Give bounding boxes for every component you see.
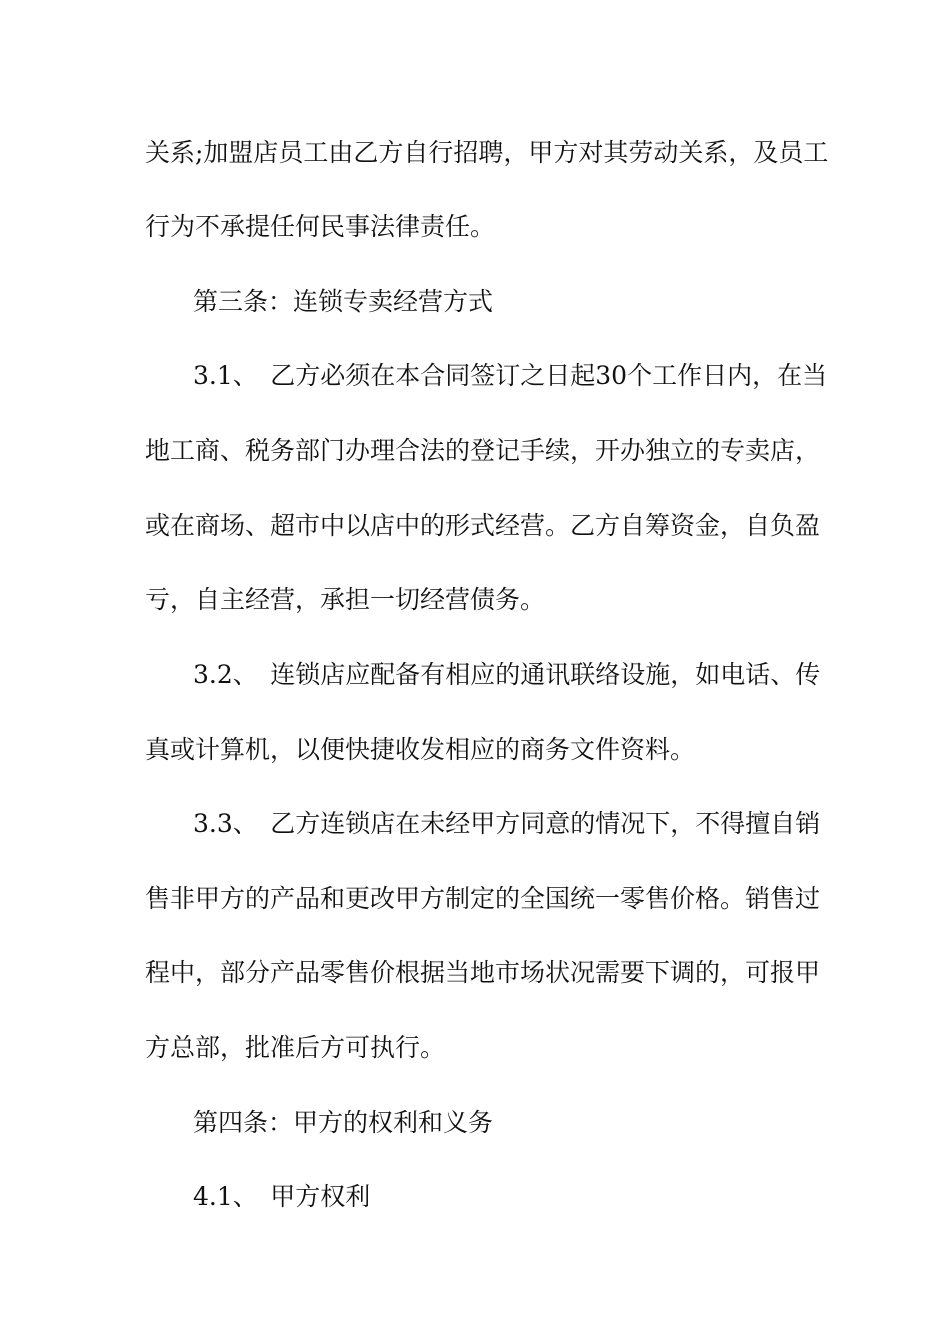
text-line: 或在商场、超市中以店中的形式经营。乙方自筹资金，自负盈 (145, 511, 821, 540)
text-line: 亏，自主经营，承担一切经营债务。 (145, 585, 546, 614)
text-line: 方总部，批准后方可执行。 (145, 1033, 446, 1062)
text-line: 关系;加盟店员工由乙方自行招聘，甲方对其劳动关系，及员工 (145, 138, 829, 167)
section-heading: 第三条：连锁专卖经营方式 (193, 287, 494, 316)
text-line: 真或计算机，以便快捷收发相应的商务文件资料。 (145, 735, 696, 764)
clause-line: 3.3、 乙方连锁店在未经甲方同意的情况下，不得擅自销 (193, 809, 821, 838)
text-line: 行为不承提任何民事法律责任。 (145, 212, 496, 241)
clause-line: 3.2、 连锁店应配备有相应的通讯联络设施，如电话、传 (193, 660, 821, 689)
clause-line: 4.1、 甲方权利 (193, 1182, 371, 1211)
section-heading: 第四条：甲方的权利和义务 (193, 1108, 494, 1137)
text-line: 程中，部分产品零售价根据当地市场状况需要下调的，可报甲 (145, 958, 821, 987)
clause-line: 3.1、 乙方必须在本合同签订之日起30个工作日内，在当 (193, 361, 828, 390)
text-line: 售非甲方的产品和更改甲方制定的全国统一零售价格。销售过 (145, 884, 821, 913)
text-line: 地工商、税务部门办理合法的登记手续，开办独立的专卖店， (145, 436, 821, 465)
